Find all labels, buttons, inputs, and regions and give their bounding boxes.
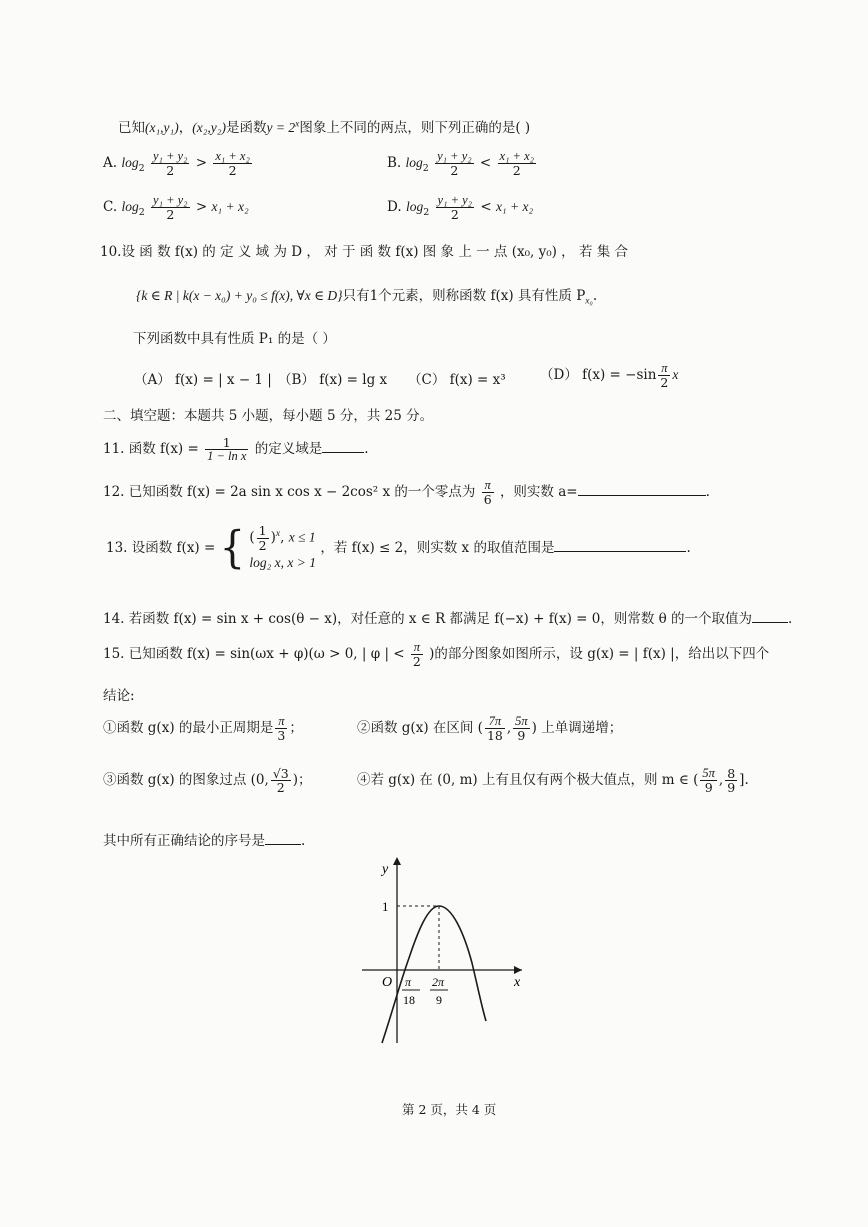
x-axis-arrow [514,966,522,974]
q15-conclusion-3: ③函数 g(x) 的图象过点 (0, $\frac{√3}{2}$ )； [103,766,312,796]
q10-option-a: （A） f(x) = | x − 1 | [134,372,272,388]
q14: 14. 若函数 f(x) = sin x + cos(θ − x)，对任意的 x ∈ R 都满足 f(−x) + f(x) = 0，则常数 θ 的一个取值为 . [103,611,793,627]
q10-option-c: （C） f(x) = x³ [408,372,506,388]
section-heading: 二、填空题：本题共 5 小题，每小题 5 分，共 25 分。 [103,408,434,424]
q10-line2: {k ∈ R | k(x − x₀) + y₀ ≤ f(x), ∀x ∈ D}只有1个元素，则称函数 f(x) 具有性质 $P_{x_0}$. [136,288,598,307]
tick-2pi-9-num: 2π [432,975,445,989]
q10-line3: 下列函数中具有性质 P₁ 的是（ ） [133,331,336,347]
q15-conclusion-4: ④若 g(x) 在 (0, m) 上有且仅有两个极大值点，则 m ∈ ( $\frac{5\pi}{9}$ , $\frac{8}{9}$ ]. [357,766,749,796]
q10-option-b: （B） f(x) = lg x [278,372,388,388]
q15-conclusion-2: ②函数 g(x) 在区间 ( $\frac{7\pi}{18}$ , $\frac{5\pi}{9}$ ) 上单调递增； [357,714,623,744]
q12: 12. 已知函数 f(x) = 2a sin x cos x − 2cos² x 的一个零点为 $\frac{\pi}{6}$ ，则实数 a= . [103,478,710,508]
tick-2pi-9-den: 9 [436,993,442,1007]
q11: 11. 函数 f(x) = $\frac{1}{\text{1 − ln x}}$ 的定义域是 . [103,435,369,464]
q15-final: 其中所有正确结论的序号是 . [103,833,306,849]
q15-stem: 15. 已知函数 f(x) = sin(ωx + φ)(ω > 0, | φ | < $\frac{\pi}{2}$ )的部分图象如图所示，设 g(x) = | f(x) |，给出以下四个 [103,640,770,670]
q9-option-d: D. $\log_2$ $\frac{\text{y₁ + y₂}}{2}$ < x₁ + x₂ [387,193,534,223]
tick-pi-18-den: 18 [403,993,415,1007]
q9-stem: 已知(x₁,y₁)，(x₂,y₂)是函数$y = 2^x$图象上不同的两点，则下列正确的是( ) [118,119,531,136]
tick-pi-18-num: π [405,975,412,989]
y-tick-one: 1 [382,899,389,914]
x-label: x [514,975,521,990]
q10-line1: 10.设 函 数 f(x) 的 定 义 域 为 D ， 对 于 函 数 f(x) 图 象 上 一 点 (x₀, y₀) ， 若 集 合 [100,244,629,260]
y-axis-arrow [393,857,401,865]
q9-option-c: C. $\log_2$ $\frac{\text{y₁ + y₂}}{2}$ > x₁ + x₂ [103,193,249,223]
q9-option-a: A. $\log_2$ $\frac{\text{y₁ + y₂}}{2}$ > $\frac{\text{x₁ + x₂}}{2}$ [103,149,250,179]
q15-line2: 结论: [103,688,135,704]
y-label: y [382,862,389,877]
page-footer: 第 2 页，共 4 页 [402,1102,497,1117]
q9-option-b: B. $\log_2$ $\frac{\text{y₁ + y₂}}{2}$ < $\frac{\text{x₁ + x₂}}{2}$ [387,149,534,179]
q15-conclusion-1: ①函数 g(x) 的最小正周期是 $\frac{\pi}{3}$ ； [103,714,303,744]
function-graph [362,853,532,1048]
q13: 13. 设函数 f(x) = { ( $\frac{1}{2}$ )$^x$, x ≤ 1 log₂ x, x > 1 ，若 f(x) ≤ 2，则实数 x 的取值范围是 . [106,523,691,574]
origin-label: O [382,975,393,990]
q10-option-d: （D） f(x) = −sin $\frac{\pi}{2}$ x [540,361,679,391]
